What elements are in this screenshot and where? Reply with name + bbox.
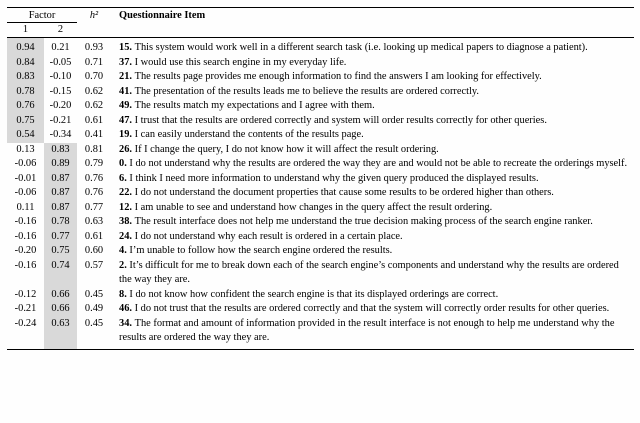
communality-value: 0.62 [84,100,104,111]
item-text: I do not understand why each result is ordered in a certain place. [134,230,403,242]
item-text: I can easily understand the contents of the results page. [134,129,364,140]
factor-loadings-table [7,7,634,350]
table-row [7,70,634,85]
factor1-column-header: 1 [7,23,44,38]
questionnaire-item [111,230,634,245]
questionnaire-item [111,215,634,230]
table-row [7,172,634,187]
factor2-loading: 0.63 [44,317,77,350]
item-number: 26. [119,143,135,155]
table-row [7,259,634,288]
factor2-loading: 0.78 [44,215,77,230]
questionnaire-item [111,259,634,288]
table-row [7,317,634,350]
factor2-loading: 0.87 [44,186,77,201]
factor2-column-header: 2 [44,23,77,38]
factor2-loading: 0.75 [44,244,77,259]
questionnaire-item-header: Questionnaire Item [111,8,634,38]
table-row [7,244,634,259]
factor1-loading: -0.16 [14,259,37,271]
questionnaire-item [111,85,634,100]
item-number: 38. [119,216,135,227]
factor-group-header: Factor [7,8,77,23]
factor2-loading: 0.77 [44,230,77,245]
item-number: 15. [119,42,135,53]
item-text: I would use this search engine in my everyday life. [134,56,347,68]
factor2-loading: 0.66 [44,288,77,303]
communality-value: 0.60 [84,245,104,256]
table-row [7,302,634,317]
item-number: 49. [119,100,135,111]
factor1-loading: -0.01 [14,172,37,184]
item-number: 46. [119,303,135,314]
item-number: 47. [119,114,135,126]
communality-value: 0.63 [84,216,104,227]
factor1-loading: -0.12 [14,288,37,300]
factor2-loading: -0.15 [49,85,72,97]
item-text: It’s difficult for me to break down each of the search engine’s components and understand why the results are ordered the way they are. [119,259,619,285]
questionnaire-item [111,99,634,114]
table-row [7,56,634,71]
questionnaire-item [111,302,634,317]
factor1-loading: 0.11 [16,201,35,213]
communality-value: 0.71 [84,56,104,68]
factor2-loading: 0.66 [44,302,77,317]
item-text: The results match my expectations and I agree with them. [134,100,375,111]
factor1-loading: 0.13 [16,143,35,155]
table-row [7,99,634,114]
factor2-loading: 0.87 [44,172,77,187]
item-text: The result interface does not help me understand the true decision making process of the search engine ranker. [134,216,593,227]
item-text: I do not trust that the results are ordered correctly and that the system will correctly order results for other queries. [134,303,610,314]
factor1-loading: -0.06 [14,187,37,198]
table-row [7,114,634,129]
item-text: The presentation of the results leads me to believe the results are ordered correctly. [134,85,479,97]
questionnaire-item [111,288,634,303]
communality-header: h² [77,8,111,38]
factor2-loading: 0.83 [44,143,77,158]
item-text: I do not understand the document properties that cause some results to be ordered higher than others. [134,187,554,198]
item-number: 2. [119,259,130,271]
item-number: 21. [119,71,135,82]
table-body [7,38,634,350]
questionnaire-item [111,157,634,172]
item-number: 34. [119,317,135,329]
item-text: The format and amount of information provided in the result interface is not enough to help me understand why the results are ordered the way they are. [119,317,615,343]
factor1-loading: 0.78 [7,85,44,100]
communality-value: 0.61 [84,114,104,126]
communality-value: 0.62 [84,85,104,97]
factor1-loading: 0.83 [7,70,44,85]
communality-value: 0.77 [84,201,104,213]
item-text: I am unable to see and understand how changes in the query affect the result ordering. [134,201,493,213]
factor1-loading: 0.84 [7,56,44,71]
factor2-loading: 0.89 [44,157,77,172]
item-text: I think I need more information to understand why the given query produced the displayed results. [129,172,539,184]
item-text: The results page provides me enough information to find the answers I am looking for effectively. [134,71,542,82]
item-number: 6. [119,172,130,184]
factor2-loading: -0.21 [49,114,72,126]
item-number: 37. [119,56,135,68]
communality-value: 0.61 [84,230,104,242]
factor2-loading: -0.05 [49,56,72,68]
item-text: If I change the query, I do not know how it will affect the result ordering. [134,143,439,155]
item-number: 12. [119,201,135,213]
communality-value: 0.49 [84,303,104,314]
communality-value: 0.70 [84,71,104,82]
table-row [7,143,634,158]
item-text: I trust that the results are ordered correctly and system will order results correctly for other queries. [134,114,547,126]
table-row [7,85,634,100]
item-number: 19. [119,129,135,140]
table-row [7,157,634,172]
factor1-loading: -0.20 [14,245,37,256]
communality-value: 0.57 [84,259,104,271]
factor1-loading: -0.24 [14,317,37,329]
communality-value: 0.81 [84,143,104,155]
table-row [7,288,634,303]
communality-value: 0.45 [84,317,104,329]
item-number: 41. [119,85,135,97]
questionnaire-item [111,38,634,56]
communality-value: 0.41 [84,129,104,140]
factor1-loading: -0.21 [14,303,37,314]
item-text: I do not know how confident the search engine is that its displayed orderings are correct. [129,288,499,300]
table-header [7,8,634,38]
item-number: 22. [119,187,135,198]
factor1-loading: 0.76 [7,99,44,114]
factor2-loading: -0.20 [49,100,72,111]
factor2-loading: 0.74 [44,259,77,288]
questionnaire-item [111,244,634,259]
item-text: I’m unable to follow how the search engine ordered the results. [129,245,393,256]
factor1-loading: -0.06 [14,158,37,169]
table-row [7,38,634,56]
questionnaire-item [111,114,634,129]
factor2-loading: 0.87 [44,201,77,216]
factor2-loading: -0.34 [49,129,72,140]
item-number: 8. [119,288,130,300]
communality-value: 0.93 [84,42,104,53]
questionnaire-item [111,143,634,158]
table-row [7,186,634,201]
factor2-loading: -0.10 [49,71,72,82]
communality-value: 0.76 [84,187,104,198]
table-row [7,201,634,216]
item-number: 24. [119,230,135,242]
factor1-loading: -0.16 [14,230,37,242]
communality-value: 0.79 [84,158,104,169]
paper-page [0,7,640,423]
communality-value: 0.45 [84,288,104,300]
questionnaire-item [111,317,634,350]
item-text: I do not understand why the results are ordered the way they are and would not be able to recreate the orderings myself. [129,158,628,169]
factor1-loading: -0.16 [14,216,37,227]
table-row [7,215,634,230]
communality-value: 0.76 [84,172,104,184]
factor1-loading: 0.75 [7,114,44,129]
table-row [7,128,634,143]
factor2-loading: 0.21 [51,42,70,53]
header-row-top [7,8,634,23]
questionnaire-item [111,70,634,85]
questionnaire-item [111,186,634,201]
item-text: This system would work well in a different search task (i.e. looking up medical papers to diagnose a patient). [134,42,588,53]
factor1-loading: 0.94 [7,38,44,56]
questionnaire-item [111,201,634,216]
questionnaire-item [111,56,634,71]
item-number: 0. [119,158,130,169]
questionnaire-item [111,172,634,187]
questionnaire-item [111,128,634,143]
item-number: 4. [119,245,130,256]
factor1-loading: 0.54 [7,128,44,143]
table-row [7,230,634,245]
